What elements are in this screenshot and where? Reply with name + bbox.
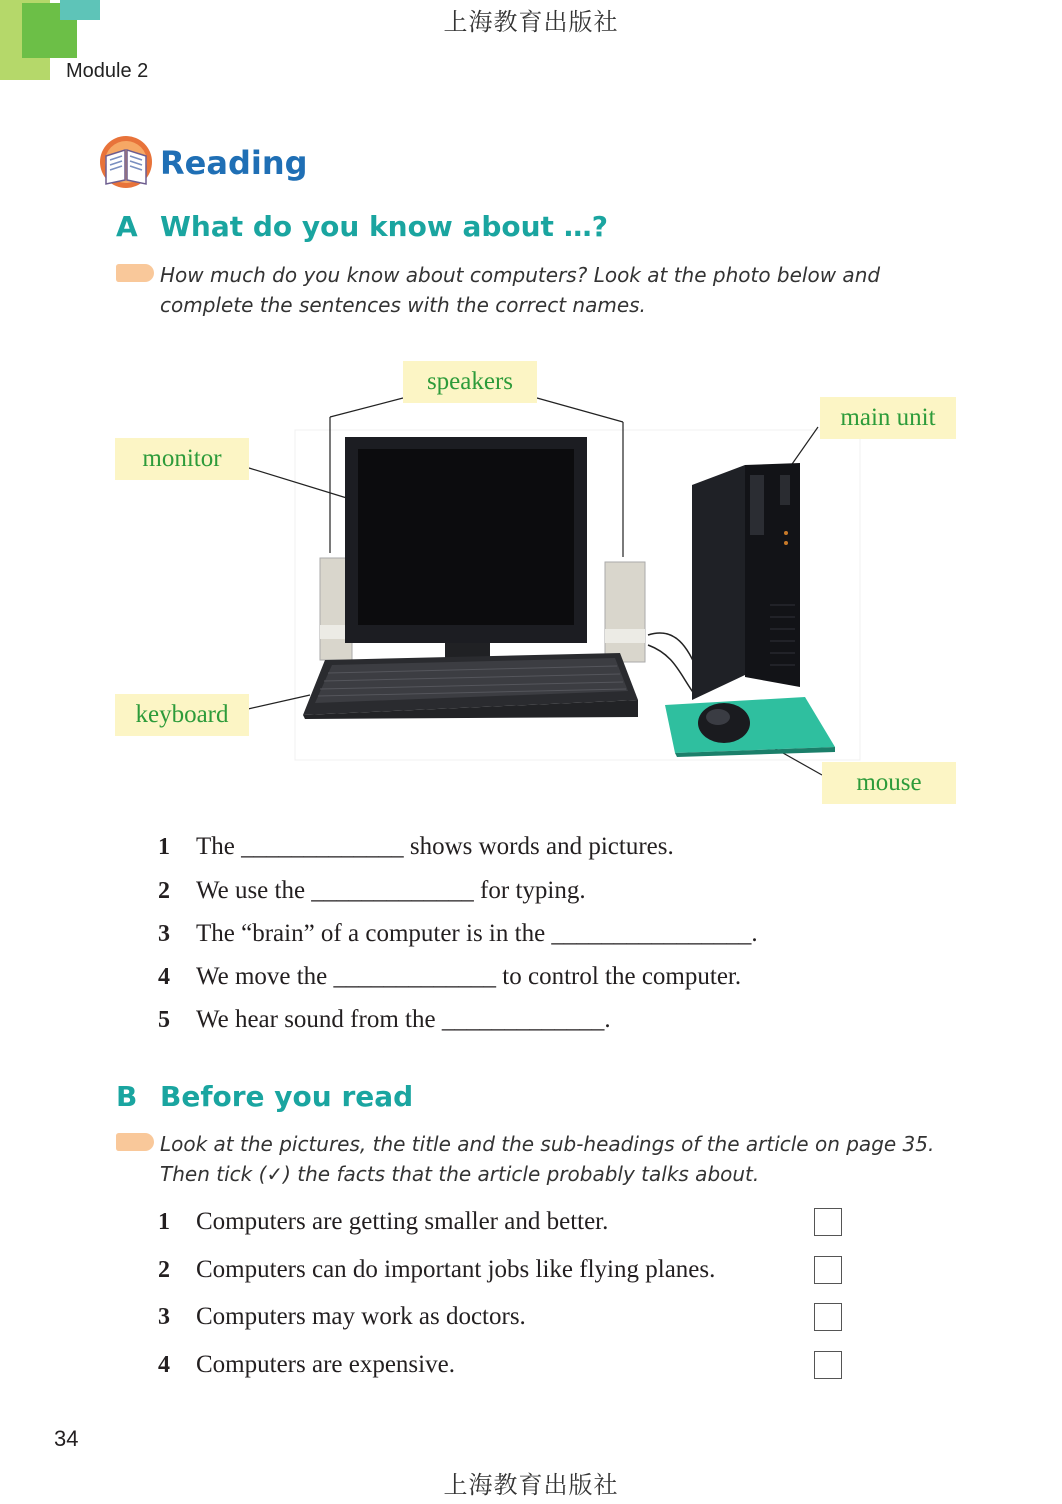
tick-checkbox[interactable] xyxy=(814,1256,842,1284)
publisher-header: 上海教育出版社 xyxy=(443,10,619,36)
computer-illustration xyxy=(100,355,970,815)
part-a-instruction: How much do you know about computers? Look at the photo below and complete the sentences with the correct names. xyxy=(160,263,881,317)
label-keyboard: keyboard xyxy=(115,694,249,736)
label-mouse: mouse xyxy=(822,762,956,804)
label-speakers: speakers xyxy=(403,361,537,403)
part-b-letter: B xyxy=(116,1080,138,1113)
part-b-title: Before you read xyxy=(160,1080,414,1113)
section-heading: Reading xyxy=(160,144,308,182)
page-number: 34 xyxy=(54,1426,79,1451)
item-text: Computers are getting smaller and better. xyxy=(196,1208,609,1235)
instruction-marker xyxy=(116,1133,154,1151)
publisher-footer: 上海教育出版社 xyxy=(443,1473,619,1499)
item-number: 3 xyxy=(158,1304,170,1330)
question-text: The _____________ shows words and pictures. xyxy=(196,833,674,860)
tick-checkbox[interactable] xyxy=(814,1208,842,1236)
part-b-instruction: Look at the pictures, the title and the sub-headings of the article on page 35. Then tick (✓) the facts that the article probably talks about. xyxy=(160,1132,935,1186)
item-text: Computers can do important jobs like flying planes. xyxy=(196,1256,716,1283)
instruction-marker xyxy=(116,264,154,282)
question-text: We hear sound from the _____________. xyxy=(196,1006,611,1033)
corner-decoration xyxy=(60,0,100,20)
item-number: 4 xyxy=(158,1352,170,1378)
question-text: We move the _____________ to control the computer. xyxy=(196,963,742,990)
question-number: 1 xyxy=(158,834,170,860)
module-label: Module 2 xyxy=(66,60,149,82)
part-a-title: What do you know about …? xyxy=(160,210,608,243)
item-number: 2 xyxy=(158,1257,170,1283)
tick-checkbox[interactable] xyxy=(814,1303,842,1331)
item-number: 1 xyxy=(158,1209,170,1235)
question-number: 5 xyxy=(158,1007,170,1033)
question-number: 4 xyxy=(158,964,170,990)
book-icon xyxy=(98,134,154,190)
item-text: Computers may work as doctors. xyxy=(196,1303,526,1330)
question-number: 2 xyxy=(158,878,170,904)
tick-checkbox[interactable] xyxy=(814,1351,842,1379)
question-text: The “brain” of a computer is in the ________________. xyxy=(196,920,758,947)
item-text: Computers are expensive. xyxy=(196,1351,455,1378)
part-a-letter: A xyxy=(116,210,138,243)
question-number: 3 xyxy=(158,921,170,947)
label-monitor: monitor xyxy=(115,438,249,480)
label-main-unit: main unit xyxy=(820,397,956,439)
question-text: We use the _____________ for typing. xyxy=(196,877,586,904)
